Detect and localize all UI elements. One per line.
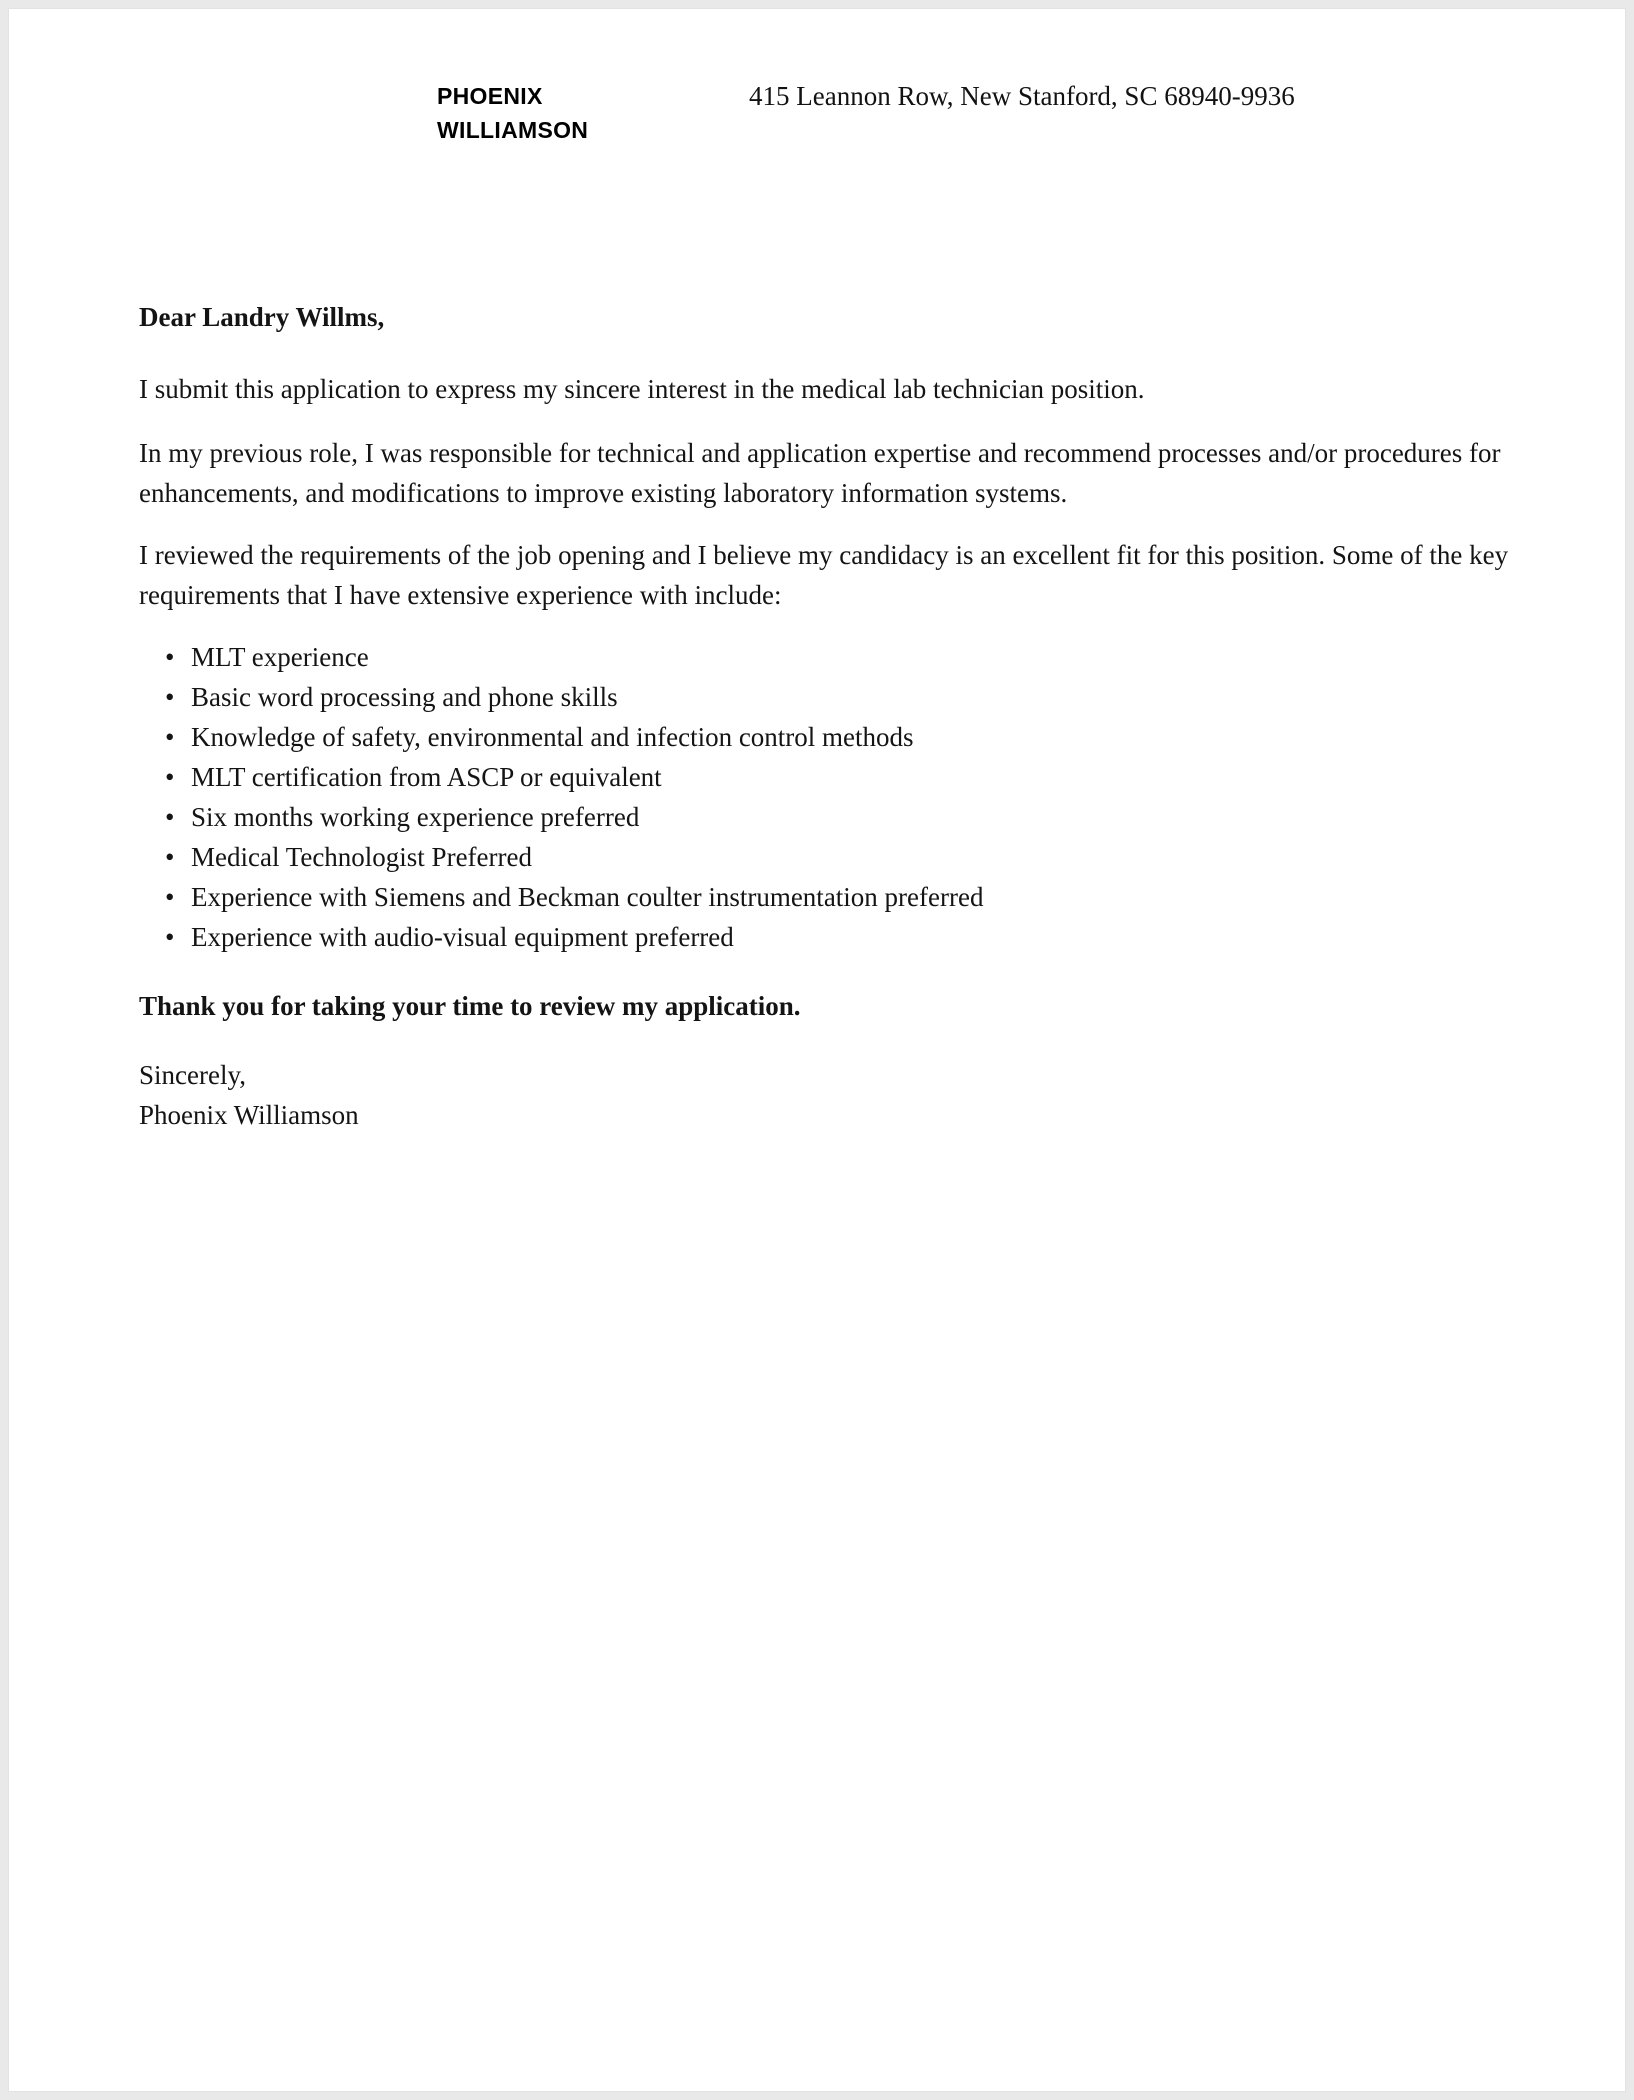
list-item <box>139 797 1509 837</box>
bullet-icon: • <box>165 882 175 912</box>
list-item <box>139 757 1509 797</box>
paragraph-requirements-intro: I reviewed the requirements of the job opening and I believe my candidacy is an excellent fit for this position. Some of the key requirements that I have extensive experience with include: <box>139 540 1509 610</box>
list-item <box>139 877 1509 917</box>
signoff-word: Sincerely, <box>139 1060 246 1090</box>
document-page <box>8 8 1626 2092</box>
letterhead <box>9 79 1625 169</box>
list-item <box>139 637 1509 677</box>
signature-block <box>139 1055 1509 1135</box>
closing-thanks: Thank you for taking your time to review my application. <box>139 991 801 1021</box>
bullet-icon: • <box>165 722 175 752</box>
list-item-label: Basic word processing and phone skills <box>191 682 618 712</box>
bullet-icon: • <box>165 642 175 672</box>
list-item <box>139 677 1509 717</box>
paragraph-intro: I submit this application to express my sincere interest in the medical lab technician position. <box>139 374 1145 404</box>
list-item-label: MLT certification from ASCP or equivalent <box>191 762 662 792</box>
letterhead-name-line-1: PHOENIX <box>437 83 543 109</box>
bullet-icon: • <box>165 682 175 712</box>
list-item-label: Medical Technologist Preferred <box>191 842 532 872</box>
bullet-icon: • <box>165 842 175 872</box>
list-item <box>139 917 1509 957</box>
bullet-icon: • <box>165 922 175 952</box>
letter-body <box>139 299 1509 1135</box>
letterhead-name <box>437 79 667 147</box>
list-item-label: Experience with Siemens and Beckman coulter instrumentation preferred <box>191 882 984 912</box>
list-item-label: Knowledge of safety, environmental and infection control methods <box>191 722 914 752</box>
letterhead-address: 415 Leannon Row, New Stanford, SC 68940-9936 <box>749 81 1295 111</box>
paragraph-experience: In my previous role, I was responsible for technical and application expertise and recommend processes and/or procedures for enhancements, and modifications to improve existing laboratory information systems. <box>139 438 1501 508</box>
list-item-label: Six months working experience preferred <box>191 802 640 832</box>
requirements-list <box>139 637 1509 957</box>
list-item-label: MLT experience <box>191 642 369 672</box>
list-item <box>139 837 1509 877</box>
list-item <box>139 717 1509 757</box>
letterhead-name-line-2: WILLIAMSON <box>437 117 589 143</box>
signoff-name: Phoenix Williamson <box>139 1100 359 1130</box>
list-item-label: Experience with audio-visual equipment preferred <box>191 922 734 952</box>
bullet-icon: • <box>165 802 175 832</box>
salutation: Dear Landry Willms, <box>139 302 385 332</box>
bullet-icon: • <box>165 762 175 792</box>
